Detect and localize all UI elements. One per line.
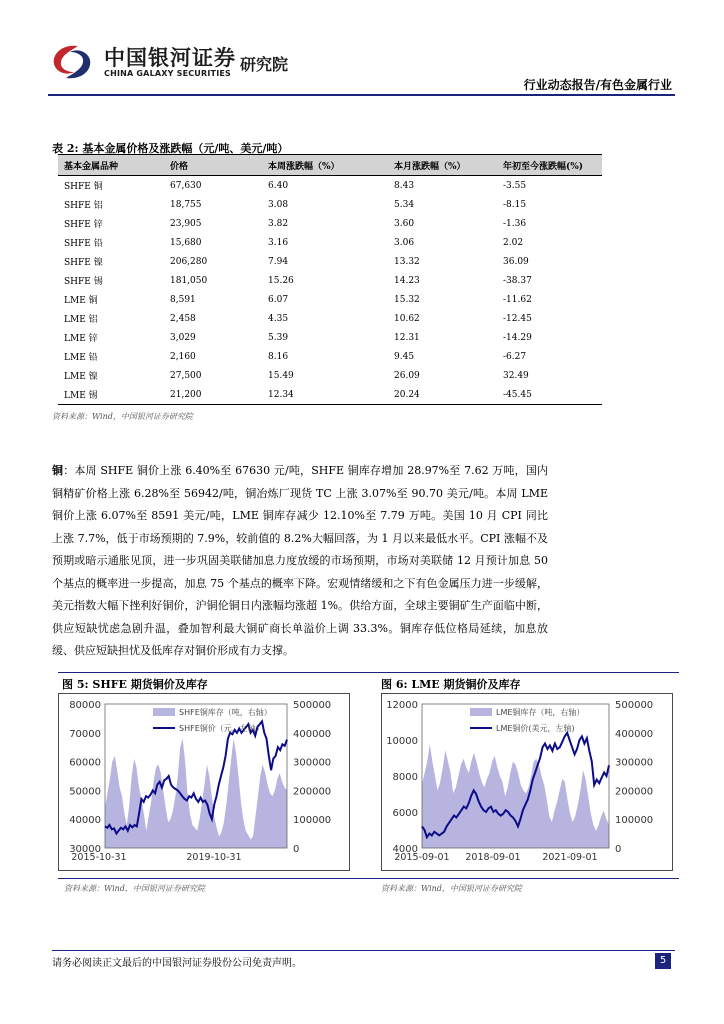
x-axis-tick-label: 2019-10-31 [186,852,242,863]
table-source-note: 资料来源：Wind，中国银河证券研究院 [52,412,193,421]
table-row [58,233,602,252]
footer-rule [52,950,675,951]
table-cell: 181,050 [170,275,208,286]
table-cell: 15,680 [170,237,202,248]
table-cell: 10.62 [394,313,420,324]
inventory-area [422,744,609,848]
table-cell: 206,280 [170,256,208,267]
table-cell: SHFE 锡 [64,277,103,287]
legend-swatch-inventory [153,708,175,716]
paragraph-body: ：本周 SHFE 铜价上涨 6.40%至 67630 元/吨，SHFE 铜库存增加 28.97%至 7.62 万吨，国内铜精矿价格上涨 6.28%至 56942/吨，铜冶炼厂现货 TC 上涨 3.07%至 90.70 美元/吨。本周 LME 铜价上涨 6.07%至 8591 美元/吨，LME 铜库存减少 12.10%至 7.79 万吨。美国 10 月 CPI 同比上涨 7.7%，低于市场预期的 7.9%，较前值的 8.2%大幅回落，为 1 月以来最低水平。CPI 涨幅不及预期或暗示通胀见顶，进一步巩固美联储加息力度放缓的市场预期，市场对美联储 12 月预计加息 50 个基点的概率进一步提高，加息 75 个基点的概率下降。宏观情绪缓和之下有色金属压力进一步缓解，美元指数大幅下挫利好铜价，沪铜伦铜日内涨幅均涨超 1%。供给方面，全球主要铜矿生产面临中断，供应短缺忧虑急剧升温，叠加智利最大铜矿商长单溢价上调 33.3%。铜库存低位格局延续，加息放缓、供应短缺担忧及低库存对铜价形成有力支撑。 [52,464,549,657]
table-cell: -1.36 [503,218,527,229]
table-cell: -45.45 [497,385,602,405]
table-cell: -11.62 [503,294,532,305]
table-cell: 3.16 [268,237,289,248]
table-cell: LME 锡 [58,385,164,405]
table-cell: SHFE 铜 [64,182,103,192]
table-cell: 8,591 [170,294,196,305]
table-cell: 3.08 [268,199,289,210]
right-axis-tick-label: 500000 [615,700,654,711]
right-axis-tick-label: 100000 [293,815,332,827]
left-axis-tick-label: 80000 [69,700,101,711]
table-cell: 6.07 [268,294,289,305]
table-cell: 36.09 [503,256,529,267]
figure6-chart [381,693,673,871]
figure5-chart-svg [59,694,349,870]
paragraph-lead: 铜 [52,464,64,477]
x-axis-tick-label: 2015-10-31 [71,852,127,863]
table-cell: 18,755 [170,199,202,210]
table-cell: 7.94 [268,256,289,267]
left-axis-tick-label: 40000 [69,815,101,827]
legend-label-price: LME铜价(美元，左轴) [496,724,575,733]
legend-label-inventory: LME铜库存（吨，右轴） [496,708,585,717]
table-cell: LME 镍 [64,372,98,382]
figure6-title: 图 6: LME 期货铜价及库存 [381,678,521,691]
table-cell: LME 锌 [64,334,98,344]
left-axis-tick-label: 6000 [392,808,418,819]
institute-name: 研究院 [240,55,289,74]
table-title: 表 2: 基本金属价格及涨跌幅（元/吨、美元/吨） [52,142,289,155]
table-cell: 3.06 [394,237,415,248]
table-cell: 21,200 [164,385,262,405]
column-header: 年初至今涨跌幅(%) [497,155,602,176]
table-row [58,328,602,347]
table-cell: 20.24 [388,385,497,405]
right-axis-tick-label: 100000 [615,815,654,827]
figure5-source-note: 资料来源：Wind，中国银河证券研究院 [64,884,205,893]
table-cell: 6.40 [268,180,289,191]
table-cell: 8.16 [268,351,289,362]
inventory-area [105,739,287,848]
table-row [58,385,602,405]
legend-label-price: SHFE铜价（元，左轴） [179,724,264,733]
report-type: 行业动态报告/有色金属行业 [523,78,672,92]
copper-commentary [52,460,548,663]
table-row [58,309,602,328]
left-axis-tick-label: 4000 [392,844,418,855]
table-cell: 14.23 [394,275,420,286]
table-header-row [58,155,602,176]
company-name-en: CHINA GALAXY SECURITIES [104,69,231,78]
column-header: 基本金属品种 [58,155,164,176]
x-axis-tick-label: 2015-09-01 [394,852,450,863]
figure5-title: 图 5: SHFE 期货铜价及库存 [62,678,208,691]
table-cell: 23,905 [170,218,202,229]
right-axis-tick-label: 400000 [615,728,654,740]
right-axis-tick-label: 300000 [615,757,654,769]
table-cell: 4.35 [268,313,289,324]
legend-swatch-inventory [470,708,492,716]
table-cell: 32.49 [503,370,529,381]
right-axis-tick-label: 200000 [615,786,654,798]
table-row [58,271,602,290]
table-cell: -38.37 [503,275,532,286]
page-number: 5 [655,953,671,969]
table-cell: 15.26 [268,275,294,286]
table-row [58,366,602,385]
figure6-source-note: 资料来源：Wind，中国银河证券研究院 [381,884,522,893]
company-logo-icon [48,42,96,82]
table-cell: 3.82 [268,218,289,229]
x-axis-tick-label: 2018-09-01 [465,852,521,863]
right-axis-tick-label: 200000 [293,786,332,798]
table-cell: 67,630 [170,180,202,191]
table-cell: -6.27 [503,351,527,362]
table-cell: 3,029 [170,332,196,343]
table-cell: 26.09 [394,370,420,381]
table-cell: SHFE 镍 [64,258,103,268]
table-cell: 13.32 [394,256,420,267]
left-axis-tick-label: 50000 [69,786,101,798]
header-rule [48,94,675,96]
right-axis-tick-label: 300000 [293,757,332,769]
table-cell: -12.45 [503,313,532,324]
figure-bottom-rule [58,878,679,879]
table-row [58,214,602,233]
left-axis-tick-label: 10000 [386,736,418,747]
column-header: 本月涨跌幅（%） [388,155,497,176]
x-axis-tick-label: 2021-09-01 [542,852,598,863]
right-axis-tick-label: 500000 [293,700,332,711]
table-cell: 8.43 [394,180,415,191]
table-cell: 12.31 [394,332,420,343]
table-cell: 5.39 [268,332,289,343]
table-cell: 2.02 [503,237,524,248]
table-cell: 2,458 [170,313,196,324]
right-axis-tick-label: 400000 [293,728,332,740]
table-cell: -14.29 [503,332,532,343]
table-cell: SHFE 铅 [64,239,103,249]
table-cell: 3.60 [394,218,415,229]
table-cell: -8.15 [503,199,527,210]
table-row [58,290,602,309]
right-axis-tick-label: 0 [293,844,300,855]
table-cell: SHFE 铝 [64,201,103,211]
table-cell: 12.34 [262,385,388,405]
left-axis-tick-label: 60000 [69,757,101,769]
table-row [58,252,602,271]
table-row [58,347,602,366]
metal-price-table [58,154,602,405]
table-cell: 2,160 [170,351,196,362]
table-cell: LME 铝 [64,315,98,325]
column-header: 本周涨跌幅（%） [262,155,388,176]
figure5-chart [58,693,350,871]
table-cell: 15.32 [394,294,420,305]
company-name-cn: 中国银河证券 [104,46,236,70]
table-cell: 5.34 [394,199,415,210]
table-cell: LME 铜 [64,296,98,306]
table-cell: 15.49 [268,370,294,381]
table-cell: SHFE 锌 [64,220,103,230]
table-row [58,195,602,214]
table-cell: 27,500 [170,370,202,381]
legend-label-inventory: SHFE铜库存（吨，右轴） [179,708,272,717]
left-axis-tick-label: 12000 [386,700,418,711]
left-axis-tick-label: 70000 [69,728,101,740]
right-axis-tick-label: 0 [615,844,622,855]
footer-disclaimer: 请务必阅读正文最后的中国银河证券股份公司免责声明。 [52,958,302,969]
column-header: 价格 [164,155,262,176]
table-cell: LME 铅 [64,353,98,363]
left-axis-tick-label: 8000 [392,772,418,783]
table-row [58,176,602,196]
table-cell: 9.45 [394,351,415,362]
figure6-chart-svg [382,694,672,870]
figure-top-rule [58,672,679,673]
table-cell: -3.55 [503,180,527,191]
left-axis-tick-label: 30000 [69,844,101,855]
